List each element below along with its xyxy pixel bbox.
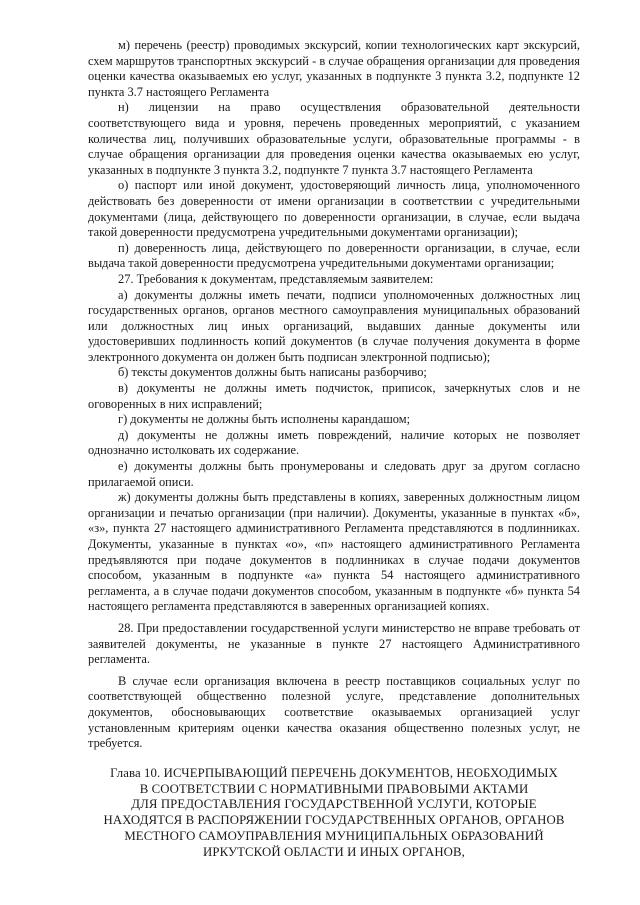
paragraph-n: н) лицензии на право осуществления образовательной деятельности соответствующего вида и уровня, перечень проведенных мероприятий, с указанием количества лиц, получивших образовательные услуги, образовательные программы - в случае обращения организации для проведения оценки качества оказываемых ею услуг, указанных в подпункте 3 пункта 3.2, подпункте 7 пункта 3.7 настоящего Регламента bbox=[88, 100, 580, 177]
paragraph-27-g: г) документы не должны быть исполнены карандашом; bbox=[118, 412, 411, 427]
paragraph-social-registry: В случае если организация включена в реестр поставщиков социальных услуг по соответствующей общественно полезной услуге, представление дополнительных документов, обосновывающих соответствие оказываемых организацией услуг установленным критериям оценки качества оказания общественно полезных услуг, не требуется. bbox=[88, 673, 580, 751]
paragraph-28: 28. При предоставлении государственной услуги министерство не вправе требовать от заявителей документы, не указанные в пункте 27 настоящего Административного регламента. bbox=[88, 620, 580, 667]
paragraph-27: 27. Требования к документам, представляемым заявителем: bbox=[118, 271, 434, 286]
heading-line: МЕСТНОГО САМОУПРАВЛЕНИЯ МУНИЦИПАЛЬНЫХ ОБРАЗОВАНИЙ bbox=[124, 828, 544, 843]
heading-line: ИРКУТСКОЙ ОБЛАСТИ И ИНЫХ ОРГАНОВ, bbox=[203, 844, 465, 859]
document-page bbox=[88, 38, 580, 861]
heading-line: ДЛЯ ПРЕДОСТАВЛЕНИЯ ГОСУДАРСТВЕННОЙ УСЛУГИ, КОТОРЫЕ bbox=[131, 797, 537, 812]
chapter-10-heading bbox=[88, 766, 580, 861]
paragraph-27-b: б) тексты документов должны быть написаны разборчиво; bbox=[118, 365, 427, 380]
paragraph-27-v: в) документы не должны иметь подчисток, приписок, зачеркнутых слов и не оговоренных в них исправлений; bbox=[88, 381, 580, 411]
paragraph-27-zh: ж) документы должны быть представлены в копиях, заверенных должностным лицом организации и печатью организации (при наличии). Документы, указанные в пунктах «б», «з», пункта 27 настоящего административного Регламента представляются в подлинниках. Документы, указанные в пунктах «о», «п» настоящего административного Регламента предъявляются при подаче документов в подлинниках в случае подачи документов способом, указанным в подпункте «а» пункта 54 настоящего административного регламента, а в случае подачи документов способом, указанным в подпункте «б» пункта 54 настоящего регламента представляются в заверенных организацией копиях. bbox=[88, 490, 580, 614]
heading-line: В СООТВЕТСТВИИ С НОРМАТИВНЫМИ ПРАВОВЫМИ АКТАМИ bbox=[139, 781, 529, 796]
paragraph-27-e: е) документы должны быть пронумерованы и следовать друг за другом согласно прилагаемой описи. bbox=[88, 459, 580, 489]
heading-line: НАХОДЯТСЯ В РАСПОРЯЖЕНИИ ГОСУДАРСТВЕННЫХ ОРГАНОВ, ОРГАНОВ bbox=[103, 813, 565, 828]
heading-line: Глава 10. ИСЧЕРПЫВАЮЩИЙ ПЕРЕЧЕНЬ ДОКУМЕНТОВ, НЕОБХОДИМЫХ bbox=[110, 765, 558, 780]
paragraph-m: м) перечень (реестр) проводимых экскурсий, копии технологических карт экскурсий, схем маршрутов транспортных экскурсий - в случае обращения организации для проведения оценки качества оказываемых ею услуг, указанных в подпункте 3 пункта 3.2, подпункте 12 пункта 3.7 настоящего Регламента bbox=[88, 38, 580, 99]
paragraph-27-a: а) документы должны иметь печати, подписи уполномоченных должностных лиц государственных органов, органов местного самоуправления муниципальных образований или должностных лиц иных организаций, выдавших данные документы или удостоверивших подлинность копий документов (в случае получения документа в форме электронного документа он должен быть подписан электронной подписью); bbox=[88, 287, 580, 364]
paragraph-o: о) паспорт или иной документ, удостоверяющий личность лица, уполномоченного действовать без доверенности от имени организации в соответствии с учредительными документами (лица, действующего по доверенности организации, в случае, если выдача такой доверенности предусмотрена учредительными документами организации); bbox=[88, 178, 580, 240]
paragraph-p: п) доверенность лица, действующего по доверенности организации, в случае, если выдача такой доверенности предусмотрена учредительными документами организации; bbox=[88, 240, 580, 271]
paragraph-27-d: д) документы не должны иметь повреждений, наличие которых не позволяет однозначно истолковать их содержание. bbox=[88, 427, 580, 458]
